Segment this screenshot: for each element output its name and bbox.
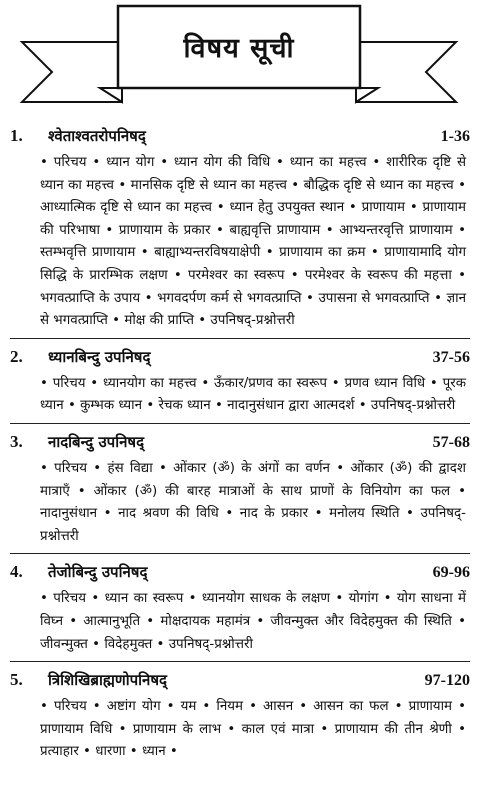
section-topics: • परिचय • अष्टांग योग • यम • नियम • आसन • आसन का फल • प्राणायाम • प्राणायाम विधि • प्राणायाम के लाभ • काल एवं मात्रा • प्राणायाम की तीन श्रेणी • प्रत्याहार • धारणा • ध्यान • <box>40 699 466 760</box>
toc-list <box>10 118 470 769</box>
section-title: त्रिशिखिब्राह्मणोपनिषद् <box>48 671 167 690</box>
section-number: 4. <box>10 562 23 582</box>
section-title: श्वेताश्वतरोपनिषद् <box>48 127 146 145</box>
section-pages: 97-120 <box>424 672 470 690</box>
section-topics: • परिचय • ध्यान का स्वरूप • ध्यानयोग साधक के लक्षण • योगांग • योग साधना में विघ्न • आत्मानुभूति • मोक्षदायक महामंत्र • जीवन्मुक्त और विदेहमुक्त की स्थिति • जीवन्मुक्त • विदेहमुक्त • उपनिषद्-प्रश्नोत्तरी <box>40 591 466 652</box>
toc-section-2 <box>10 339 470 424</box>
section-pages: 69-96 <box>432 564 470 582</box>
title-banner <box>0 0 478 110</box>
section-number: 2. <box>10 346 23 366</box>
section-pages: 37-56 <box>432 348 470 366</box>
section-title: तेजोबिन्दु उपनिषद् <box>48 563 148 582</box>
section-number: 3. <box>10 431 23 451</box>
section-topics: • परिचय • ध्यानयोग का महत्त्व • ऊँकार/प्रणव का स्वरूप • प्रणव ध्यान विधि • पूरक ध्यान • कुम्भक ध्यान • रेचक ध्यान • नादानुसंधान द्वारा आत्मदर्श • उपनिषद्-प्रश्नोत्तरी <box>40 375 466 414</box>
section-topics: • परिचय • ध्यान योग • ध्यान योग की विधि • ध्यान का महत्त्व • शारीरिक दृष्टि से ध्यान का महत्त्व • मानसिक दृष्टि से ध्यान का महत्त्व • बौद्धिक दृष्टि से ध्यान का महत्त्व • आध्यात्मिक दृष्टि से ध्यान का महत्त्व • ध्यान हेतु उपयुक्त स्थान • प्राणायाम • प्राणायाम की परिभाषा • प्राणायाम के प्रकार • बाह्यवृत्ति प्राणायाम • आभ्यन्तरवृत्ति प्राणायाम • स्तम्भवृत्ति प्राणायाम • बाह्याभ्यन्तरविषयाक्षेपी • प्राणायाम का क्रम • प्राणायामादि योग सिद्धि के प्रारम्भिक लक्षण • परमेश्वर का स्वरूप • परमेश्वर के स्वरूप की महत्ता • भगवत्प्राप्ति के उपाय • भगवदर्पण कर्म से भगवत्प्राप्ति • उपासना से भगवत्प्राप्ति • ज्ञान से भगवत्प्राप्ति • मोक्ष की प्राप्ति • उपनिषद्-प्रश्नोत्तरी <box>40 155 466 329</box>
toc-section-3 <box>10 424 470 554</box>
section-pages: 1-36 <box>440 128 470 145</box>
section-title: ध्यानबिन्दु उपनिषद् <box>48 347 151 366</box>
page-title: विषय सूची <box>183 33 295 64</box>
section-pages: 57-68 <box>432 433 470 451</box>
section-title: नादबिन्दु उपनिषद् <box>48 432 145 451</box>
section-number: 5. <box>10 670 23 690</box>
toc-section-4 <box>10 554 470 662</box>
section-topics: • परिचय • हंस विद्या • ओंकार (ॐ) के अंगों का वर्णन • ओंकार (ॐ) की द्वादश मात्राएँ • ओंकार (ॐ) की बारह मात्राओं के साथ प्राणों के विनियोग का फल • नादानुसंधान • नाद श्रवण की विधि • नाद के प्रकार • मनोलय स्थिति • उपनिषद्-प्रश्नोत्तरी <box>40 460 466 544</box>
toc-section-5 <box>10 662 470 769</box>
section-number: 1. <box>10 126 23 145</box>
toc-section-1 <box>10 118 470 339</box>
